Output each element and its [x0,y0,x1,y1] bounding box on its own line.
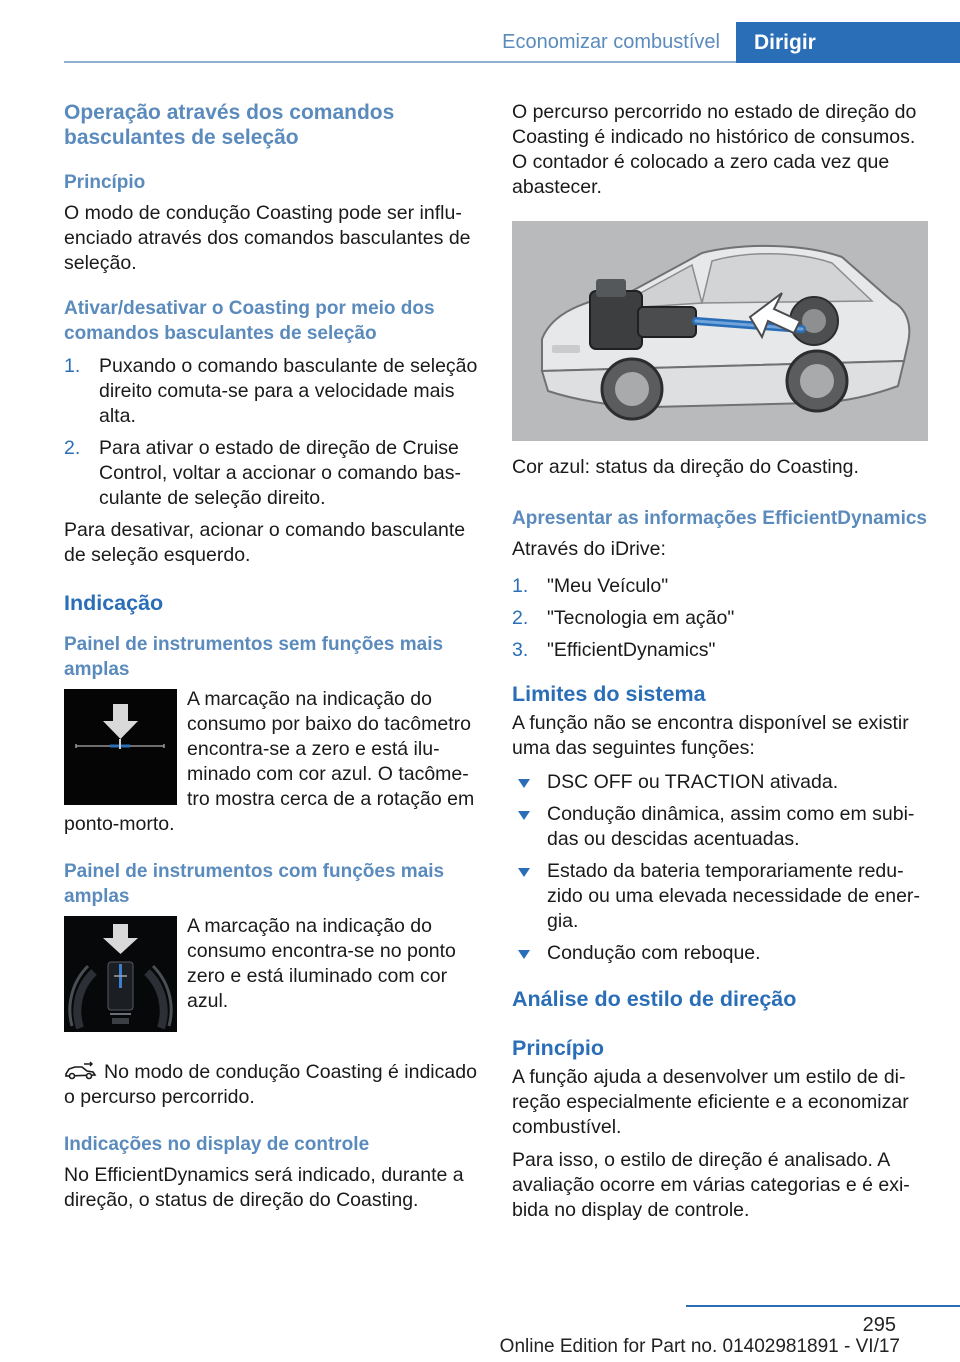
header-rule [64,61,736,63]
figure-panel-with-block [64,914,480,1036]
list-item: Estado da bateria temporariamente reduzido ou uma elevada necessidade de energia. [512,859,930,934]
figure-panel-without-block [64,687,480,837]
instrument-panel-extended-image [64,916,177,1032]
edition-footer: Online Edition for Part no. 01402981891 - VI/17 [499,1336,900,1357]
text-system-limits: A função não se encontra disponível se existir uma das seguintes funções: [512,712,909,759]
limits-list [512,770,930,966]
heading-control-display: Indicações no display de controle [64,1134,370,1155]
text-principle-2: A função ajuda a desenvolver um estilo de direção especialmente eficiente e a economizar combustível. [512,1066,909,1138]
heading-principle-2: Princípio [512,1036,604,1060]
list-item: 2. "Tecnologia em ação" [512,607,735,629]
heading-panel-without: Painel de instrumentos sem funções mais amplas [64,634,444,680]
list-item: DSC OFF ou TRACTION ativada. [512,770,930,795]
list-item: Condução com reboque. [512,941,930,966]
heading-panel-with: Painel de instrumentos com funções mais amplas [64,861,445,907]
heading-show-efficientdynamics: Apresentar as informações EfficientDynamics [512,508,927,529]
text-via-idrive: Através do iDrive: [512,538,666,560]
coasting-car-icon [64,1061,98,1081]
heading-driving-style-analysis: Análise do estilo de direção [512,987,797,1011]
text-principle: O modo de condução Coasting pode ser influenciado através dos comandos basculantes de seleção. [64,202,471,274]
heading-indication: Indicação [64,591,164,615]
text-consumption-history: O percurso percorrido no estado de direção do Coasting é indicado no histórico de consumos. O contador é colocado a zero cada vez que abastecer. [512,101,917,198]
list-item: 1. "Meu Veículo" [512,575,669,597]
list-item: 2. Para ativar o estado de direção de Cruise Control, voltar a accionar o comando basculante de seleção direito. [64,437,462,509]
page-number: 295 [862,1314,896,1336]
heading-system-limits: Limites do sistema [512,682,706,706]
heading-selection-controls: Operação através dos comandos basculantes de seleção [64,101,395,149]
left-column [64,100,480,1213]
list-item: 3. "EfficientDynamics" [512,639,716,661]
text-coasting-display: No modo de condução Coasting é indicado o percurso percorrido. [64,1061,477,1108]
text-control-display: No EfficientDynamics será indicado, durante a direção, o status de direção do Coasting. [64,1164,464,1211]
text-panel-without: A marcação na indicação do consumo por baixo do tacômetro encontra-se a zero e está iluminado com cor azul. O tacômetro mostra cerca de a rotação em ponto-morto. [64,688,475,835]
menu-steps-list [512,574,930,663]
right-column [512,100,930,1223]
text-panel-with: A marcação na indicação do consumo encontra-se no ponto zero e está iluminado com cor azul. [187,915,456,1012]
text-evaluation: Para isso, o estilo de direção é analisado. A avaliação ocorre em várias categorias e é exibida no display de controle. [512,1149,910,1221]
footer-rule [686,1305,960,1307]
text-deactivate: Para desativar, acionar o comando basculante de seleção esquerdo. [64,519,466,566]
running-header-chapter: Dirigir [736,22,960,63]
heading-principle: Princípio [64,172,146,193]
running-header-section: Economizar combustível [502,31,720,53]
car-coasting-image [512,221,928,441]
steps-list [64,354,480,511]
list-item: Condução dinâmica, assim como em subidas ou descidas acentuadas. [512,802,930,852]
car-image-caption: Cor azul: status da direção do Coasting. [512,456,859,478]
heading-activate-coasting: Ativar/desativar o Coasting por meio dos comandos basculantes de seleção [64,298,435,344]
instrument-panel-basic-image [64,689,177,805]
list-item: 1. Puxando o comando basculante de seleção direito comuta-se para a velocidade mais alta. [64,355,478,427]
